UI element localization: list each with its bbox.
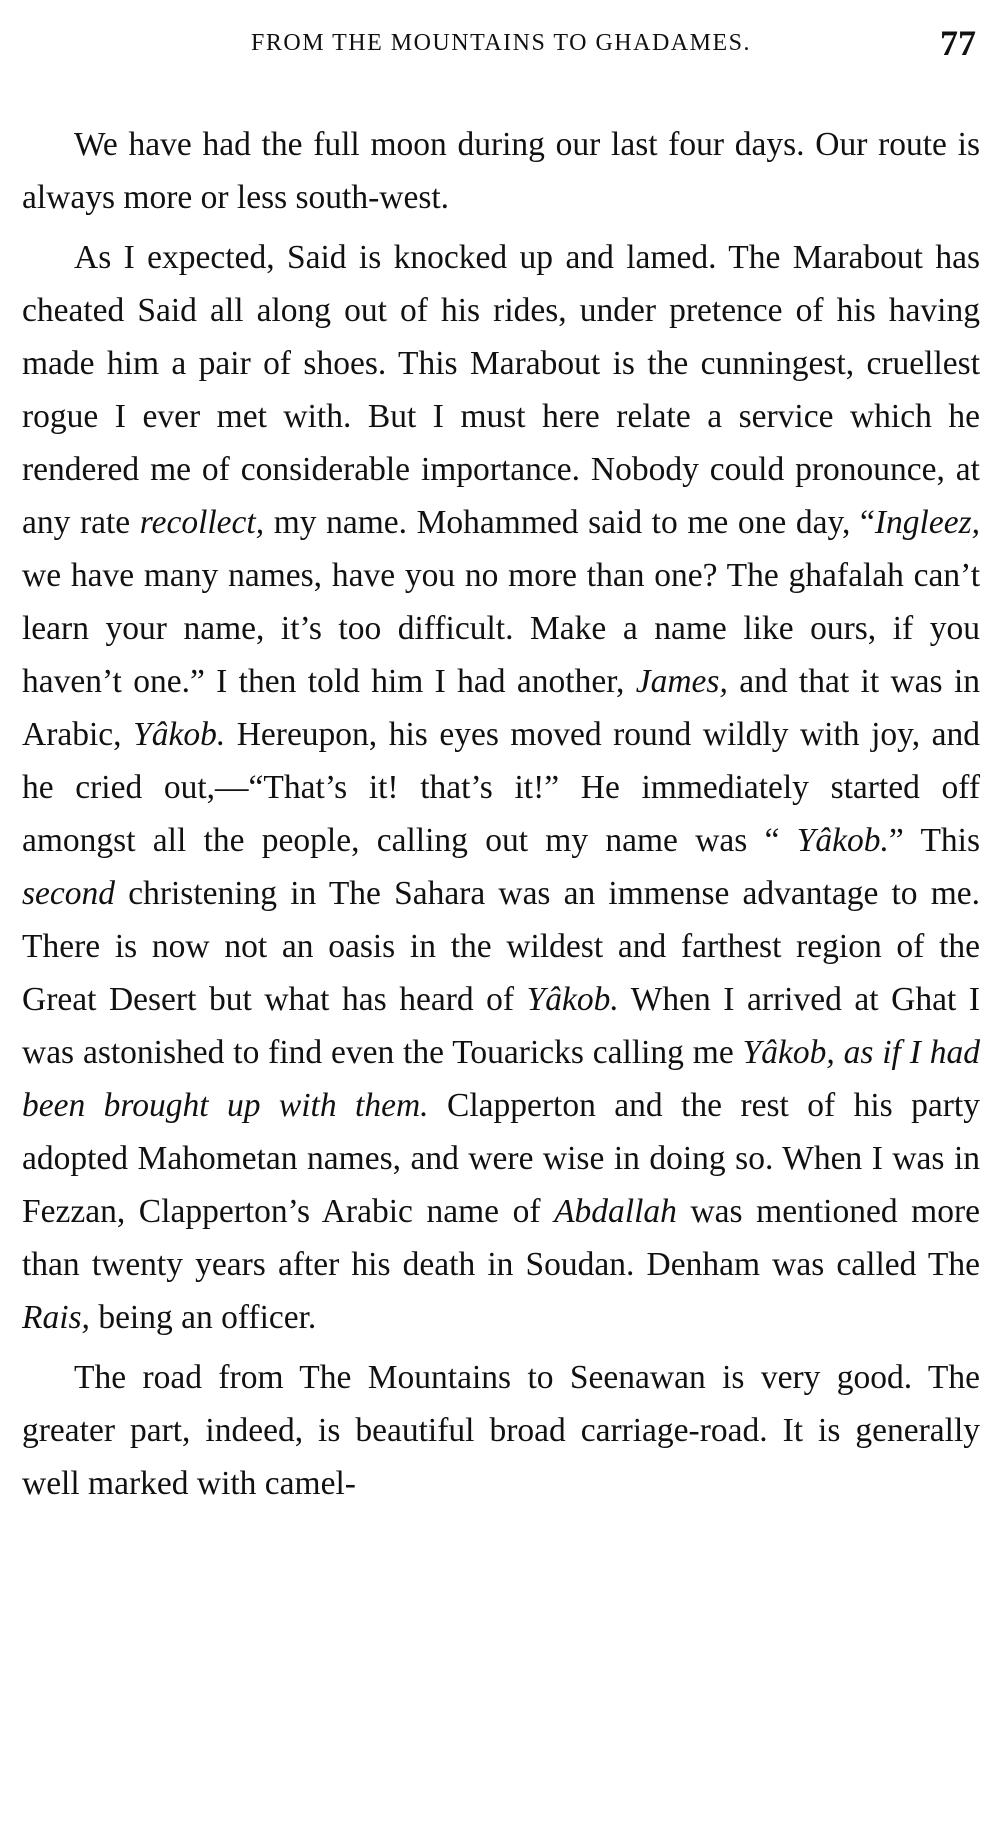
paragraph	[22, 231, 980, 1344]
text-run: we have many names, have you no more than one? The ghafalah can’t learn your name, it’s too difficult. Make a name like ours, if you haven’t one.” I then told him I had another,	[22, 557, 980, 700]
text-run: and that it was in Arabic,	[22, 663, 981, 753]
paragraph	[22, 118, 980, 224]
text-run: Hereupon, his eyes moved round wildly with joy, and he cried out,—“That’s it! that’s it!” He immediately started off amongst all the people, calling out my name was “	[22, 716, 980, 859]
running-head: FROM THE MOUNTAINS TO GHADAMES.	[251, 30, 751, 56]
text-run: christening in The Sahara was an immense advantage to me. There is now not an oasis in the wildest and farthest region of the Great Desert but what has heard of	[22, 875, 980, 1018]
italic-text: second	[22, 875, 116, 912]
page-number: 77	[940, 23, 976, 63]
text-run: We have had the full moon during our last four days. Our route is always more or less south-west.	[22, 126, 980, 216]
text-run: The road from The Mountains to Seenawan is very good. The greater part, indeed, is beautiful broad carriage-road. It is generally well marked with camel-	[22, 1359, 980, 1502]
text-run: my name. Mohammed said to me one day, “	[264, 504, 875, 541]
text-run: being an officer.	[89, 1299, 317, 1336]
italic-text: Abdallah	[554, 1193, 677, 1230]
body-text	[22, 118, 980, 1510]
italic-text: Rais,	[22, 1299, 90, 1336]
text-run: Clapperton and the rest of his party adopted Mahometan names, and were wise in doing so. When I was in Fezzan, Clapperton’s Arabic name of	[22, 1087, 980, 1230]
text-run: ” This	[888, 822, 980, 859]
italic-text: Yâkob.	[133, 716, 226, 753]
italic-text: Ingleez,	[874, 504, 980, 541]
italic-text: James,	[635, 663, 728, 700]
text-run: was mentioned more than twenty years after his death in Soudan. Denham was called The	[22, 1193, 980, 1283]
italic-text: recollect,	[139, 504, 265, 541]
page-header	[22, 22, 980, 72]
paragraph	[22, 1351, 980, 1510]
italic-text: Yâkob.	[526, 981, 619, 1018]
italic-text: Yâkob.	[796, 822, 889, 859]
italic-text: Yâkob, as if I had been brought up with them.	[22, 1034, 980, 1124]
text-run: As I expected, Said is knocked up and lamed. The Marabout has cheated Said all along out of his rides, under pretence of his having made him a pair of shoes. This Marabout is the cunningest, cruellest rogue I ever met with. But I must here relate a service which he rendered me of considerable importance. Nobody could pronounce, at any rate	[22, 239, 980, 541]
text-run: When I arrived at Ghat I was astonished to find even the Touaricks calling me	[22, 981, 980, 1071]
